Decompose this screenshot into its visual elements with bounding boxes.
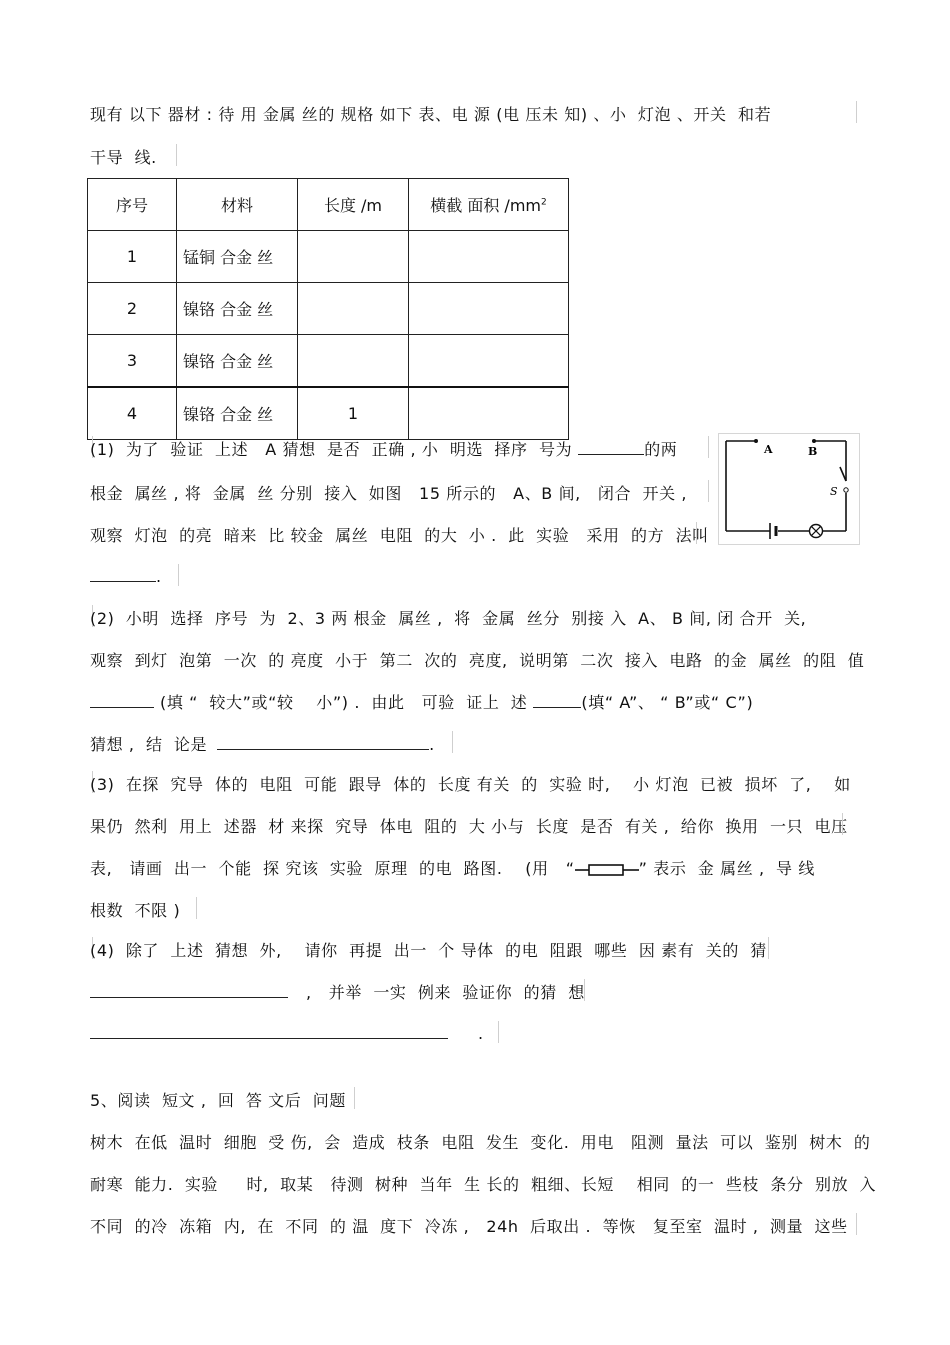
wire-spec-table — [87, 178, 569, 440]
q5-title: 5、阅读 短文 , 回 答 文后 问题 — [90, 1091, 346, 1110]
text-box-edge — [584, 979, 585, 1001]
table-row — [88, 335, 569, 388]
circuit-diagram — [718, 433, 860, 545]
q1-line-4-end: . — [156, 567, 162, 586]
q5-line-1: 树木 在低 温时 细胞 受 伤, 会 造成 枝条 电阻 发生 变化. 用电 阻测 量法 可以 鉴别 树木 的 — [90, 1133, 871, 1152]
q2-line-4-end: . — [429, 735, 435, 754]
intro-line-1: 现有 以下 器材 : 待 用 金属 丝的 规格 如下 表、电 源 (电 压未 知) 、小 灯泡 、开关 和若 — [90, 105, 772, 124]
cell-no: 1 — [88, 231, 177, 283]
q2-line-3-text: (填 “ 较大”或“较 小”) . 由此 可验 证上 述 — [160, 693, 528, 712]
label-a: A — [764, 443, 773, 456]
cell-no: 2 — [88, 283, 177, 335]
q3-line-2: 果仍 然利 用上 述器 材 来探 究导 体电 阻的 大 小与 长度 是否 有关 , 给你 换用 一只 电压 — [90, 817, 848, 836]
cell-material: 镍铬 合金 丝 — [177, 283, 298, 335]
cell-length — [298, 283, 409, 335]
q3-line-3-end: ” 表示 金 属丝 , 导 线 — [638, 859, 815, 878]
label-s: S — [830, 485, 838, 498]
answer-blank — [90, 565, 156, 582]
q4-line-3-end: . — [478, 1024, 484, 1043]
terminal-a — [754, 439, 758, 443]
cell-area — [409, 335, 569, 388]
q1-line-3: 观察 灯泡 的亮 暗来 比 较金 属丝 电阻 的大 小 . 此 实验 采用 的方 法叫 — [90, 526, 709, 545]
resistor-icon — [575, 863, 639, 877]
q3-line-4: 根数 不限 ) — [90, 901, 181, 920]
text-box-edge — [178, 564, 179, 586]
cell-no: 3 — [88, 335, 177, 388]
figure-frame — [719, 434, 860, 545]
table-row — [88, 387, 569, 440]
q2-line-1: (2) 小明 选择 序号 为 2、3 两 根金 属丝 , 将 金属 丝分 别接 入 A、 B 间, 闭 合开 关, — [90, 609, 807, 628]
text-box-edge — [498, 1021, 499, 1043]
answer-blank — [578, 438, 644, 455]
table-row — [88, 283, 569, 335]
header-area-label: 横截 面积 /mm — [430, 196, 541, 215]
q3-line-3-text: 表, 请画 出一 个能 探 究该 实验 原理 的电 路图. (用 “ — [90, 859, 575, 878]
header-material: 材料 — [177, 179, 298, 231]
q5-line-2: 耐寒 能力. 实验 时, 取某 待测 树种 当年 生 长的 粗细、长短 相同 的一 些枝 条分 别放 入 — [90, 1175, 877, 1194]
intro-line-2: 干导 线. — [90, 148, 157, 167]
q4-line-2 — [90, 980, 585, 1003]
q3-line-3 — [90, 856, 815, 879]
circuit-wires — [726, 441, 846, 531]
cell-length — [298, 335, 409, 388]
cell-length — [298, 231, 409, 283]
answer-blank — [90, 691, 154, 708]
header-area — [409, 179, 569, 231]
text-box-edge — [856, 1213, 857, 1235]
text-box-edge — [196, 897, 197, 919]
q5-line-3: 不同 的冷 冻箱 内, 在 不同 的 温 度下 冷冻 , 24h 后取出 . 等恢 复至室 温时 , 测量 这些 — [90, 1217, 848, 1236]
q4-line-3 — [90, 1022, 484, 1043]
q2-line-3 — [90, 690, 753, 713]
cell-area — [409, 283, 569, 335]
cell-area — [409, 387, 569, 440]
text-box-edge — [856, 101, 857, 123]
cell-material: 镍铬 合金 丝 — [177, 387, 298, 440]
text-box-edge — [696, 522, 697, 544]
text-box-edge — [842, 813, 843, 835]
q4-line-1: (4) 除了 上述 猜想 外, 请你 再提 出一 个 导体 的电 阻跟 哪些 因 素有 关的 猜 — [90, 941, 767, 960]
text-box-edge — [354, 1087, 355, 1109]
text-box-edge — [708, 436, 709, 458]
q4-line-2-text: , 并举 一实 例来 验证你 的猜 想 — [306, 983, 585, 1002]
text-box-edge — [176, 144, 177, 166]
table-header-row — [88, 179, 569, 231]
q2-line-4 — [90, 732, 435, 755]
q1-line-1-text: (1) 为了 验证 上述 A 猜想 是否 正确 , 小 明选 择序 号为 — [90, 440, 573, 459]
cell-length: 1 — [298, 387, 409, 440]
q2-line-4-text: 猜想 , 结 论是 — [90, 735, 208, 754]
answer-blank — [90, 981, 288, 998]
cell-no: 4 — [88, 387, 177, 440]
answer-blank — [533, 691, 581, 708]
q1-line-1 — [90, 437, 677, 460]
header-no: 序号 — [88, 179, 177, 231]
cell-area — [409, 231, 569, 283]
answer-blank — [90, 1022, 448, 1039]
table-row — [88, 231, 569, 283]
terminal-b — [812, 439, 816, 443]
label-b: B — [808, 445, 818, 458]
answer-blank — [217, 733, 429, 750]
q2-line-2: 观察 到灯 泡第 一次 的 亮度 小于 第二 次的 亮度, 说明第 二次 接入 电路 的金 属丝 的阻 值 — [90, 651, 865, 670]
q2-line-3-end: (填“ A”、 “ B”或“ C”) — [581, 693, 754, 712]
cell-material: 镍铬 合金 丝 — [177, 335, 298, 388]
header-length: 长度 /m — [298, 179, 409, 231]
q1-line-2: 根金 属丝 , 将 金属 丝 分别 接入 如图 15 所示的 A、B 间, 闭合 开关 , — [90, 484, 688, 503]
q1-line-4 — [90, 565, 162, 586]
cell-material: 锰铜 合金 丝 — [177, 231, 298, 283]
q3-line-1: (3) 在探 究导 体的 电阻 可能 跟导 体的 长度 有关 的 实验 时, 小 灯泡 已被 损坏 了, 如 — [90, 775, 851, 794]
switch-contact — [844, 488, 848, 492]
text-box-edge — [708, 480, 709, 502]
text-box-edge — [768, 937, 769, 959]
header-area-sup: 2 — [541, 197, 547, 208]
q1-line-1-end: 的两 — [644, 440, 678, 459]
text-box-edge — [452, 731, 453, 753]
